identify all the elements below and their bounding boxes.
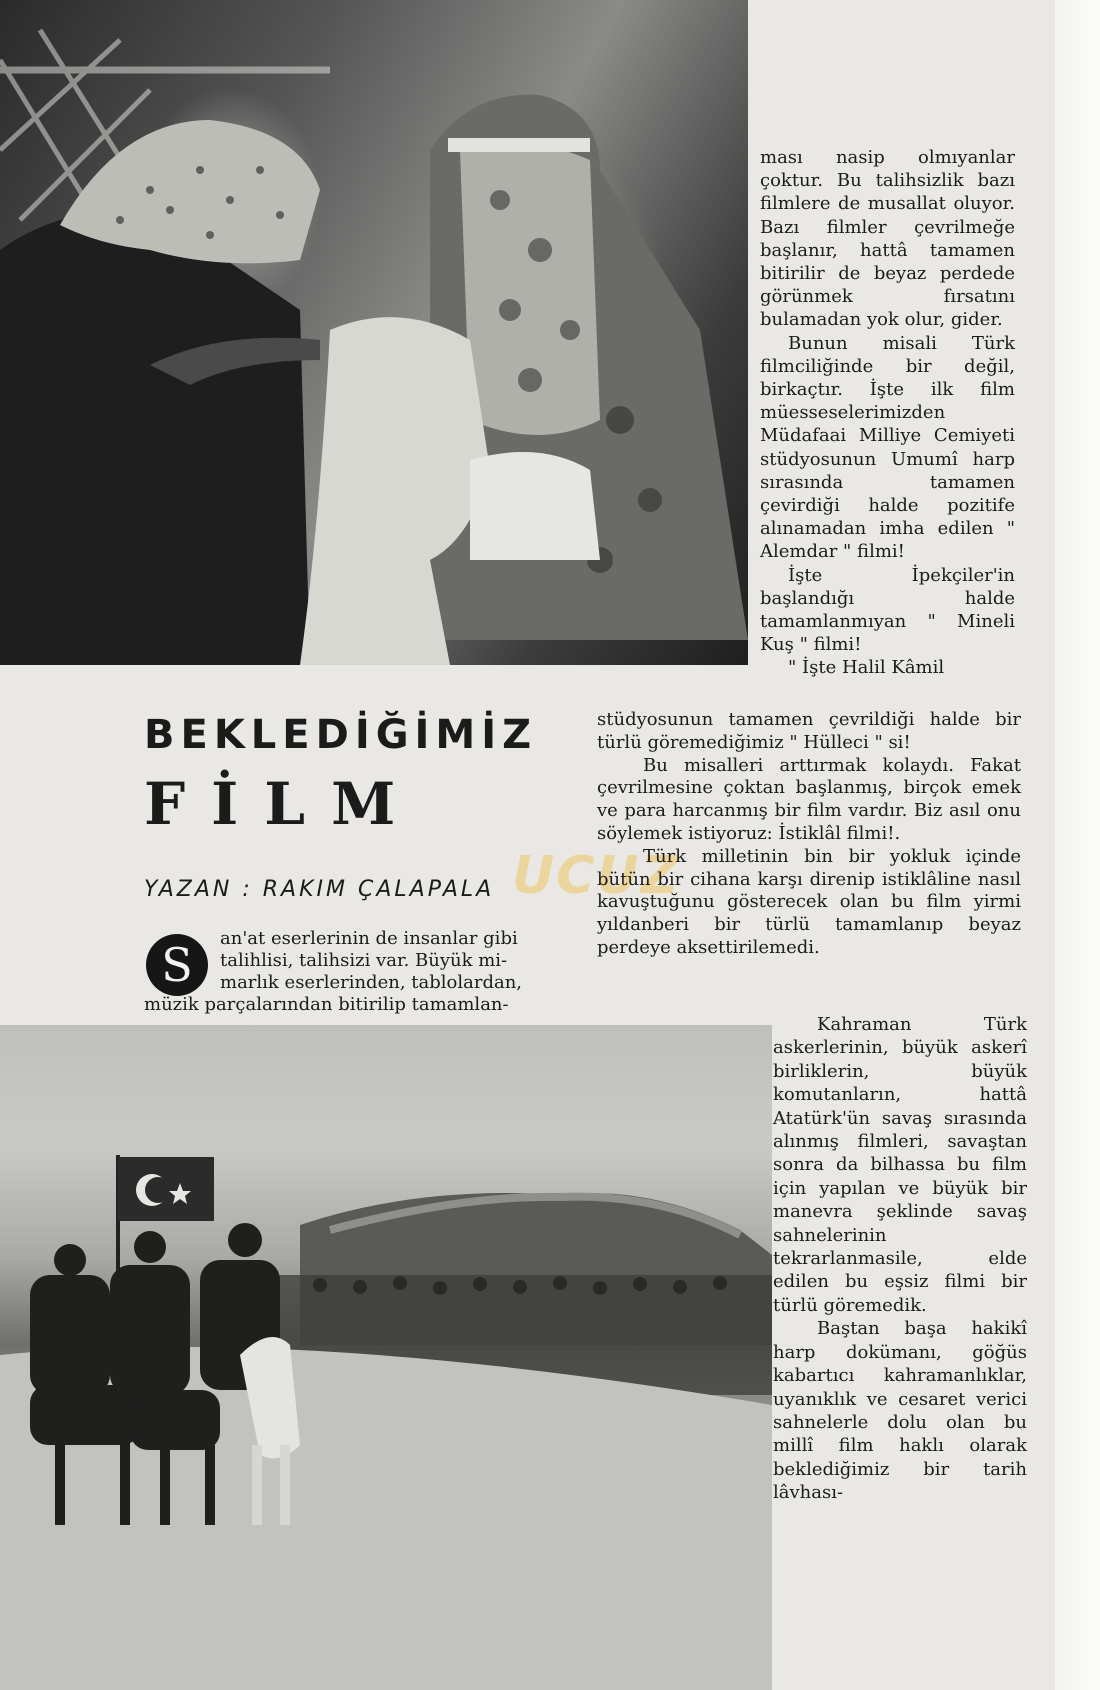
intro-line: talihlisi, talihsizi var. Büyük mi- — [220, 950, 508, 971]
intro-line: an'at eserlerinin de insanlar gibi — [220, 928, 518, 949]
intro-paragraph — [144, 928, 566, 1016]
paragraph: ması nasip olmıyanlar çoktur. Bu talihsizlik bazı filmlere de musallat oluyor. Bazı filmler çevrilmeğe başlanır, hattâ tamamen bitirilir de beyaz perdede görünmek fırsatını bulamadan yok olur, gider. — [760, 147, 1015, 331]
top-photo — [0, 0, 748, 665]
drop-cap: S — [146, 934, 208, 996]
paragraph: Baştan başa hakikî harp dokümanı, göğüs kabartıcı kahramanlıklar, uyanıklık ve cesaret verici sahnelerle dolu olan bu millî film haklı olarak beklediğimiz bir tarih lâvhası- — [773, 1318, 1027, 1504]
article-title: BEKLEDİĞİMİZ — [144, 712, 538, 758]
watermark-logo: UCUZ — [512, 846, 681, 906]
middle-column — [597, 709, 1021, 960]
intro-line: müzik parçalarından bitirilip tamamlan- — [144, 994, 509, 1015]
article-title-film: FİLM — [144, 770, 422, 838]
lower-column — [773, 1013, 1027, 1505]
byline: YAZAN : RAKIM ÇALAPALA — [144, 877, 495, 902]
page-margin — [1055, 0, 1100, 1690]
paragraph: " İşte Halil Kâmil — [788, 657, 945, 679]
paragraph: Bunun misali Türk filmciliğinde bir değil, birkaçtır. İşte ilk film müesseselerimizden Müdafaai Milliye Cemiyeti stüdyosunun Umumî harp sırasında tamamen çevirdiği halde pozitife alınamadan imha edilen " Alemdar " filmi! — [760, 332, 1015, 563]
paragraph: Bu misalleri arttırmak kolaydı. Fakat çevrilmesine çoktan başlanmış, birçok emek ve para harcanmış bir film vardır. Biz asıl onu söylemek istiyoruz: İstiklâl filmi!. — [597, 754, 1021, 844]
right-column — [760, 146, 1015, 680]
paragraph: İşte İpekçiler'in başlandığı halde tamamlanmıyan " Mineli Kuş " filmi! — [760, 564, 1015, 656]
intro-line: marlık eserlerinden, tablolardan, — [220, 972, 523, 993]
paragraph: Kahraman Türk askerlerinin, büyük askerî birliklerin, büyük komutanların, hattâ Atatürk'ün savaş sırasında alınmış filmleri, savaştan sonra da bilhassa bu film için yapılan ve büyük bir manevra şeklinde savaş sahnelerinin tekrarlanmasile, elde edilen bu eşsiz filmi bir türlü göremedik. — [773, 1014, 1027, 1316]
bottom-photo — [0, 1025, 772, 1690]
paragraph: stüdyosunun tamamen çevrildiği halde bir türlü göremediğimiz " Hülleci " si! — [597, 709, 1021, 753]
paragraph: Türk milletinin bin bir yokluk içinde bütün bir cihana karşı direnip istiklâline nasıl kavuştuğunu gösterecek olan bu film yirmi yıldanberi bir türlü tamamlanıp beyaz perdeye aksettirilemedi. — [597, 845, 1021, 958]
